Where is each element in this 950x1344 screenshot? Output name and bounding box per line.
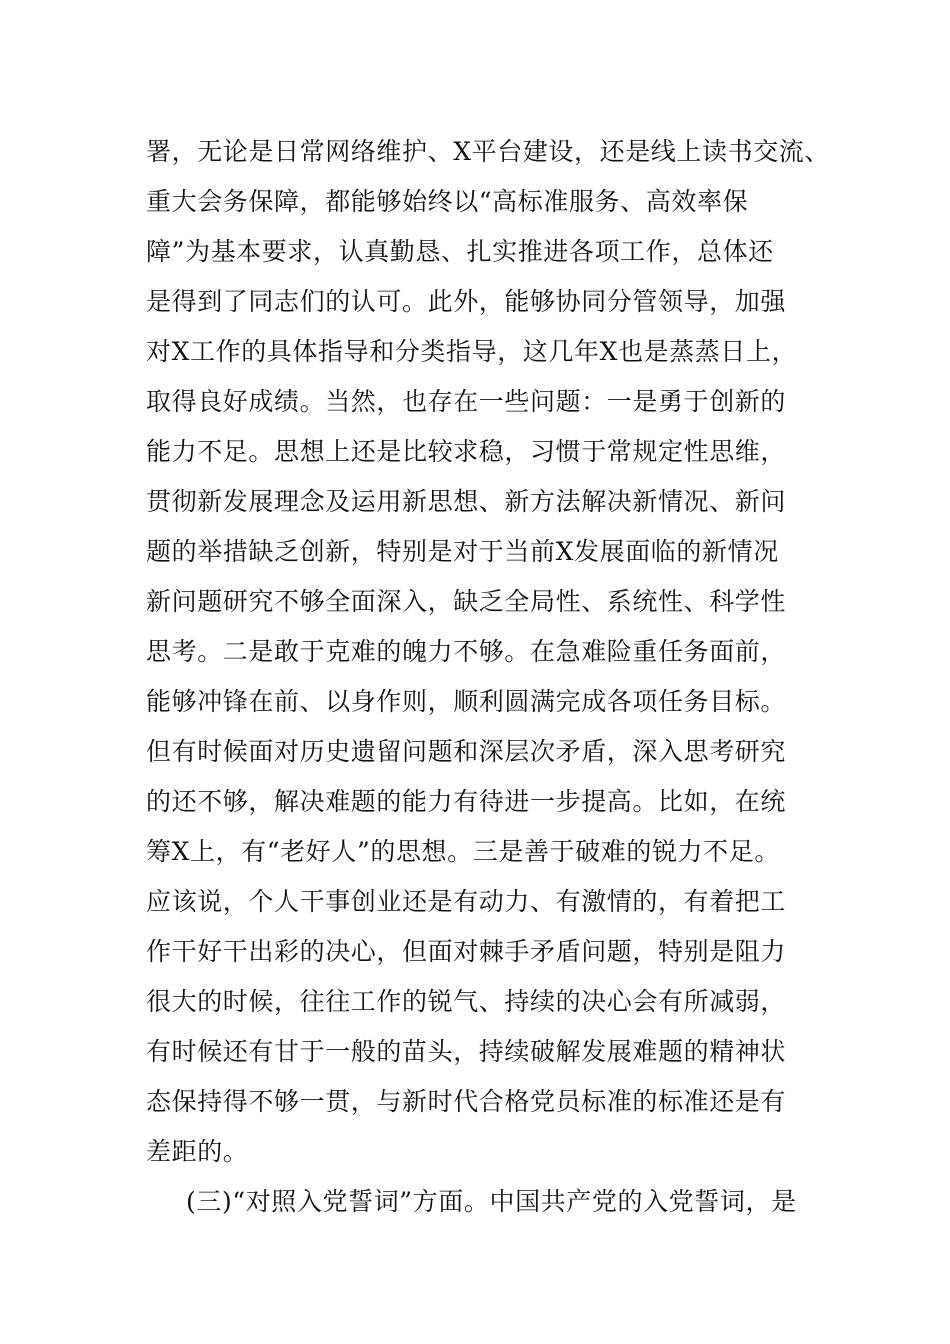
text-line: 取得良好成绩。当然，也存在一些问题：一是勇于创新的 <box>146 387 787 416</box>
text-line: 是得到了同志们的认可。此外，能够协同分管领导，加强 <box>146 287 787 316</box>
text-line: 作干好干出彩的决心，但面对棘手矛盾问题，特别是阻力 <box>146 937 787 966</box>
text-line: 应该说，个人干事创业还是有动力、有激情的，有着把工 <box>146 887 787 916</box>
text-line: 署，无论是日常网络维护、X平台建设，还是线上读书交流、 <box>146 137 830 166</box>
text-line: 能力不足。思想上还是比较求稳，习惯于常规定性思维， <box>146 437 787 466</box>
text-line: 差距的。 <box>146 1137 249 1166</box>
text-line: 很大的时候，往往工作的锐气、持续的决心会有所减弱， <box>146 987 787 1016</box>
text-line: 新问题研究不够全面深入，缺乏全局性、系统性、科学性 <box>146 587 787 616</box>
text-line: 态保持得不够一贯，与新时代合格党员标准的标准还是有 <box>146 1087 787 1116</box>
text-line: 对X工作的具体指导和分类指导，这几年X也是蒸蒸日上， <box>146 337 798 366</box>
text-line: 题的举措缺乏创新，特别是对于当前X发展面临的新情况 <box>146 537 779 566</box>
text-line: 的还不够，解决难题的能力有待进一步提高。比如，在统 <box>146 787 787 816</box>
text-line: 但有时候面对历史遗留问题和深层次矛盾，深入思考研究 <box>146 737 787 766</box>
text-line: 有时候还有甘于一般的苗头，持续破解发展难题的精神状 <box>146 1037 787 1066</box>
text-line: 贯彻新发展理念及运用新思想、新方法解决新情况、新问 <box>146 487 787 516</box>
text-line: 能够冲锋在前、以身作则，顺利圆满完成各项任务目标。 <box>146 687 787 716</box>
text-line: 重大会务保障，都能够始终以“高标准服务、高效率保 <box>146 187 749 216</box>
text-line: 筹X上，有“老好人”的思想。三是善于破难的锐力不足。 <box>146 837 780 866</box>
text-line: 思考。二是敢于克难的魄力不够。在急难险重任务面前， <box>146 637 787 666</box>
text-line: 障”为基本要求，认真勤恳、扎实推进各项工作，总体还 <box>146 237 774 266</box>
section-heading-line: (三)“对照入党誓词”方面。中国共产党的入党誓词，是 <box>186 1187 797 1216</box>
